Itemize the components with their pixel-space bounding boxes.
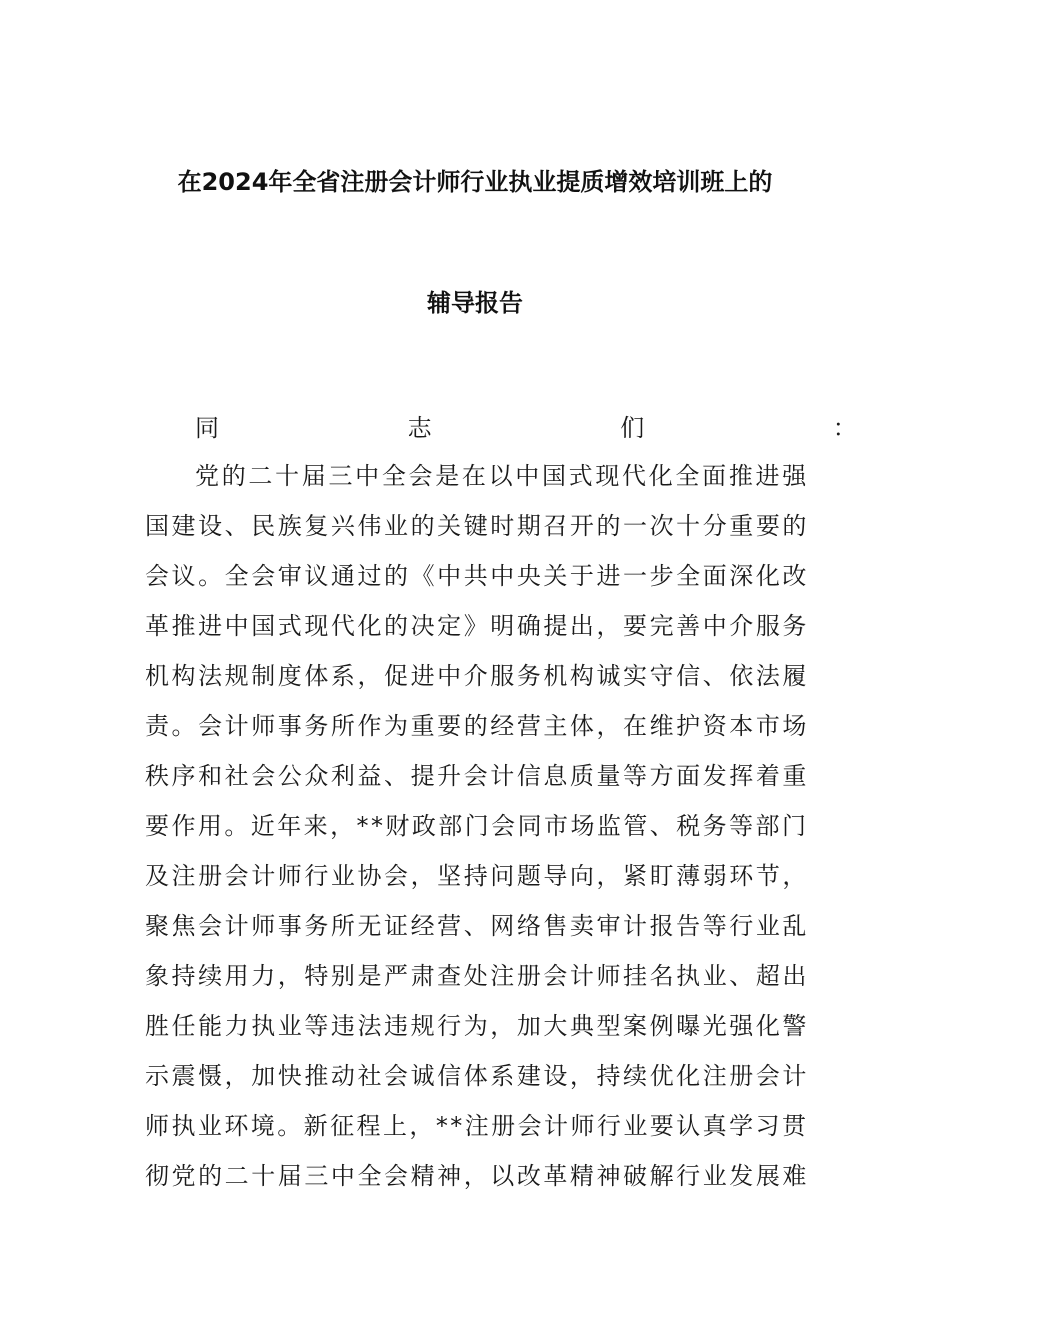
paragraph-line: 党的二十届三中全会是在以中国式现代化全面推进强 xyxy=(195,462,809,490)
paragraph-line: 及注册会计师行业协会，坚持问题导向，紧盯薄弱环节， xyxy=(145,862,809,890)
salutation: 同志们： xyxy=(195,414,1045,442)
paragraph-line: 师执业环境。新征程上，**注册会计师行业要认真学习贯 xyxy=(145,1112,809,1140)
paragraph-line: 要作用。近年来，**财政部门会同市场监管、税务等部门 xyxy=(145,812,809,840)
paragraph-line: 胜任能力执业等违法违规行为，加大典型案例曝光强化警 xyxy=(145,1012,809,1040)
paragraph-line: 彻党的二十届三中全会精神，以改革精神破解行业发展难 xyxy=(145,1162,809,1190)
document-title-line-1: 在2024年全省注册会计师行业执业提质增效培训班上的 xyxy=(177,168,773,196)
paragraph-line: 示震慑，加快推动社会诚信体系建设，持续优化注册会计 xyxy=(145,1062,809,1090)
paragraph-line: 会议。全会审议通过的《中共中央关于进一步全面深化改 xyxy=(145,562,809,590)
paragraph-line: 革推进中国式现代化的决定》明确提出，要完善中介服务 xyxy=(145,612,809,640)
paragraph-line: 象持续用力，特别是严肃查处注册会计师挂名执业、超出 xyxy=(145,962,809,990)
paragraph-line: 秩序和社会公众利益、提升会计信息质量等方面发挥着重 xyxy=(145,762,809,790)
paragraph-line: 聚焦会计师事务所无证经营、网络售卖审计报告等行业乱 xyxy=(145,912,809,940)
paragraph-line: 责。会计师事务所作为重要的经营主体，在维护资本市场 xyxy=(145,712,809,740)
paragraph-line: 机构法规制度体系，促进中介服务机构诚实守信、依法履 xyxy=(145,662,809,690)
paragraph-line: 国建设、民族复兴伟业的关键时期召开的一次十分重要的 xyxy=(145,512,809,540)
document-title-line-2: 辅导报告 xyxy=(427,289,523,317)
